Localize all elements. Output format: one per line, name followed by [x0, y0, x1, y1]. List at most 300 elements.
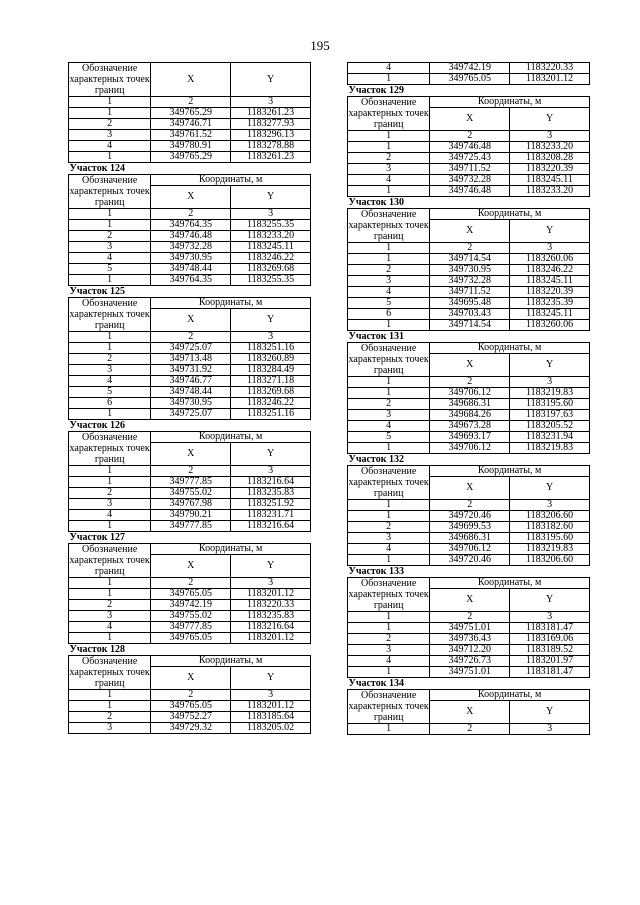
table-row [348, 522, 590, 533]
x-value: 349726.73 [430, 656, 510, 667]
x-value: 349714.54 [430, 254, 510, 265]
table-row [69, 108, 311, 119]
y-value: 1183233.20 [510, 186, 590, 197]
y-value: 1183205.52 [510, 421, 590, 432]
section-row [348, 566, 590, 578]
y-value: 1183251.92 [231, 499, 311, 510]
x-value: 349684.26 [430, 410, 510, 421]
point-number: 5 [348, 432, 430, 443]
y-header: Y [231, 186, 311, 209]
x-value: 349765.05 [151, 633, 231, 644]
x-header: X [151, 555, 231, 578]
numbering-cell: 3 [510, 377, 590, 388]
x-value: 349720.46 [430, 555, 510, 566]
x-value: 349732.28 [430, 175, 510, 186]
y-value: 1183201.12 [231, 589, 311, 600]
point-number: 1 [348, 623, 430, 634]
table-row [69, 589, 311, 600]
x-value: 349765.05 [151, 701, 231, 712]
section-row [348, 454, 590, 466]
header-row [69, 656, 311, 667]
coords-header: Координаты, м [430, 690, 590, 701]
x-value: 349748.44 [151, 387, 231, 398]
table-row [348, 443, 590, 454]
y-value: 1183181.47 [510, 667, 590, 678]
point-number: 3 [69, 130, 151, 141]
coords-header: Координаты, м [151, 175, 311, 186]
y-value: 1183260.06 [510, 320, 590, 331]
section-row [69, 644, 311, 656]
point-number: 1 [348, 142, 430, 153]
numbering-cell: 1 [69, 332, 151, 343]
numbering-cell: 1 [348, 500, 430, 511]
numbering-cell: 2 [151, 466, 231, 477]
header-row [348, 578, 590, 589]
y-value: 1183195.60 [510, 533, 590, 544]
y-header: Y [231, 309, 311, 332]
numbering-cell: 3 [510, 131, 590, 142]
numbering-cell: 3 [231, 97, 311, 108]
point-number: 6 [348, 309, 430, 320]
section-row [348, 678, 590, 690]
y-value: 1183233.20 [231, 231, 311, 242]
section-row [69, 420, 311, 432]
point-label-header: Обозначение характерных точек границ [69, 175, 150, 208]
table-row [348, 254, 590, 265]
numbering-cell: 1 [348, 131, 430, 142]
section-title: Участок 124 [69, 163, 125, 174]
section-title: Участок 125 [69, 286, 125, 297]
point-number: 3 [348, 276, 430, 287]
table-row [69, 510, 311, 521]
point-number: 5 [69, 264, 151, 275]
numbering-cell: 3 [510, 243, 590, 254]
y-header: Y [510, 354, 590, 377]
y-value: 1183255.35 [231, 220, 311, 231]
point-number: 2 [69, 354, 151, 365]
table-row [69, 701, 311, 712]
table-row [348, 309, 590, 320]
y-value: 1183284.49 [231, 365, 311, 376]
y-value: 1183246.22 [231, 398, 311, 409]
point-number: 3 [69, 611, 151, 622]
coords-header: Координаты, м [430, 578, 590, 589]
table-row [348, 544, 590, 555]
x-value: 349732.28 [430, 276, 510, 287]
table-row [69, 723, 311, 734]
point-label-header: Обозначение характерных точек границ [348, 466, 429, 499]
y-value: 1183235.83 [231, 611, 311, 622]
x-value: 349686.31 [430, 399, 510, 410]
y-value: 1183201.97 [510, 656, 590, 667]
numbering-cell: 2 [430, 500, 510, 511]
header-row [69, 63, 311, 97]
table-row [69, 488, 311, 499]
numbering-cell: 3 [231, 466, 311, 477]
x-value: 349765.29 [151, 152, 231, 163]
y-value: 1183201.12 [510, 74, 590, 85]
numbering-cell: 1 [69, 690, 151, 701]
table-row [348, 276, 590, 287]
table-row [69, 119, 311, 130]
numbering-cell: 3 [510, 724, 590, 735]
x-value: 349711.52 [430, 287, 510, 298]
numbering-row [348, 500, 590, 511]
y-value: 1183255.35 [231, 275, 311, 286]
numbering-cell: 2 [151, 332, 231, 343]
y-header: Y [510, 701, 590, 724]
table-row [69, 409, 311, 420]
x-value: 349751.01 [430, 623, 510, 634]
table-row [348, 287, 590, 298]
point-number: 4 [348, 175, 430, 186]
x-value: 349699.53 [430, 522, 510, 533]
point-number: 2 [69, 712, 151, 723]
y-value: 1183216.64 [231, 521, 311, 532]
point-number: 3 [348, 410, 430, 421]
y-value: 1183245.11 [231, 242, 311, 253]
y-header: Y [231, 443, 311, 466]
x-value: 349673.28 [430, 421, 510, 432]
section-row [348, 331, 590, 343]
table-row [69, 220, 311, 231]
y-value: 1183195.60 [510, 399, 590, 410]
table-row [69, 275, 311, 286]
y-value: 1183260.06 [510, 254, 590, 265]
point-label-header: Обозначение характерных точек границ [69, 656, 150, 689]
y-header: Y [231, 667, 311, 690]
point-number: 2 [348, 522, 430, 533]
x-value: 349746.77 [151, 376, 231, 387]
coords-header: Координаты, м [151, 656, 311, 667]
point-number: 2 [69, 488, 151, 499]
point-number: 1 [69, 633, 151, 644]
x-value: 349780.91 [151, 141, 231, 152]
point-label-header: Обозначение характерных точек границ [69, 298, 150, 331]
y-value: 1183277.93 [231, 119, 311, 130]
section-title: Участок 127 [69, 532, 125, 543]
x-header: X [430, 354, 510, 377]
x-value: 349746.48 [430, 142, 510, 153]
y-value: 1183261.23 [231, 152, 311, 163]
table-row [69, 242, 311, 253]
coords-header: Координаты, м [430, 466, 590, 477]
x-header: X [151, 443, 231, 466]
numbering-cell: 2 [430, 724, 510, 735]
table-row [69, 633, 311, 644]
y-value: 1183278.88 [231, 141, 311, 152]
table-row [348, 265, 590, 276]
table-row [348, 421, 590, 432]
x-value: 349777.85 [151, 521, 231, 532]
y-value: 1183169.06 [510, 634, 590, 645]
section-title: Участок 134 [348, 678, 404, 689]
table-row [348, 432, 590, 443]
header-row [69, 175, 311, 186]
y-value: 1183201.12 [231, 633, 311, 644]
point-number: 4 [69, 622, 151, 633]
coordinates-table [347, 62, 590, 735]
table-row [348, 623, 590, 634]
section-row [69, 163, 311, 175]
numbering-row [69, 466, 311, 477]
numbering-row [348, 724, 590, 735]
coords-header: Координаты, м [151, 544, 311, 555]
table-row [348, 399, 590, 410]
x-header: X [430, 108, 510, 131]
x-value: 349713.48 [151, 354, 231, 365]
numbering-row [348, 612, 590, 623]
y-value: 1183181.47 [510, 623, 590, 634]
x-value: 349755.02 [151, 611, 231, 622]
y-value: 1183197.63 [510, 410, 590, 421]
point-label-header: Обозначение характерных точек границ [348, 578, 429, 611]
y-value: 1183216.64 [231, 477, 311, 488]
section-title: Участок 129 [348, 85, 404, 96]
table-row [69, 387, 311, 398]
point-number: 1 [348, 74, 430, 85]
coords-header: Координаты, м [430, 97, 590, 108]
point-number: 3 [69, 499, 151, 510]
x-value: 349777.85 [151, 477, 231, 488]
table-row [69, 253, 311, 264]
x-header: X [151, 63, 231, 97]
point-number: 1 [69, 220, 151, 231]
numbering-cell: 2 [430, 377, 510, 388]
numbering-row [69, 332, 311, 343]
x-value: 349732.28 [151, 242, 231, 253]
point-number: 1 [348, 511, 430, 522]
y-value: 1183235.83 [231, 488, 311, 499]
x-value: 349765.29 [151, 108, 231, 119]
x-value: 349729.32 [151, 723, 231, 734]
x-value: 349725.07 [151, 343, 231, 354]
coords-header: Координаты, м [430, 343, 590, 354]
numbering-cell: 2 [151, 97, 231, 108]
numbering-cell: 2 [430, 243, 510, 254]
x-value: 349777.85 [151, 622, 231, 633]
numbering-cell: 3 [510, 612, 590, 623]
y-value: 1183251.16 [231, 409, 311, 420]
point-number: 1 [348, 186, 430, 197]
y-header: Y [231, 63, 311, 97]
section-title: Участок 126 [69, 420, 125, 431]
point-number: 5 [348, 298, 430, 309]
point-number: 1 [348, 443, 430, 454]
table-row [69, 264, 311, 275]
table-row [348, 656, 590, 667]
point-label-header: Обозначение характерных точек границ [348, 343, 429, 376]
point-label-header: Обозначение характерных точек границ [348, 690, 429, 723]
y-value: 1183189.52 [510, 645, 590, 656]
point-number: 1 [69, 152, 151, 163]
numbering-cell: 2 [430, 131, 510, 142]
numbering-cell: 2 [151, 578, 231, 589]
x-value: 349790.21 [151, 510, 231, 521]
y-value: 1183219.83 [510, 544, 590, 555]
point-label-header: Обозначение характерных точек границ [69, 432, 150, 465]
table-row [69, 130, 311, 141]
table-row [69, 477, 311, 488]
y-value: 1183208.28 [510, 153, 590, 164]
table-row [348, 645, 590, 656]
y-value: 1183269.68 [231, 264, 311, 275]
point-number: 3 [348, 164, 430, 175]
point-number: 4 [348, 421, 430, 432]
point-number: 3 [348, 533, 430, 544]
numbering-cell: 2 [430, 612, 510, 623]
point-number: 4 [348, 287, 430, 298]
point-number: 4 [348, 656, 430, 667]
x-value: 349714.54 [430, 320, 510, 331]
numbering-row [69, 578, 311, 589]
section-row [348, 85, 590, 97]
section-row [348, 197, 590, 209]
x-value: 349686.31 [430, 533, 510, 544]
coords-header: Координаты, м [151, 432, 311, 443]
table-row [348, 555, 590, 566]
page-number: 195 [310, 38, 330, 53]
y-value: 1183220.33 [231, 600, 311, 611]
table-row [348, 142, 590, 153]
header-row [348, 209, 590, 220]
point-number: 2 [348, 265, 430, 276]
header-row [69, 544, 311, 555]
x-header: X [430, 589, 510, 612]
table-row [348, 164, 590, 175]
x-header: X [430, 220, 510, 243]
x-value: 349742.19 [430, 63, 510, 74]
numbering-cell: 3 [231, 332, 311, 343]
header-row [69, 432, 311, 443]
x-value: 349730.95 [151, 253, 231, 264]
numbering-cell: 1 [69, 466, 151, 477]
coords-header: Координаты, м [151, 298, 311, 309]
table-row [348, 533, 590, 544]
table-row [69, 611, 311, 622]
point-label-header: Обозначение характерных точек границ [69, 63, 150, 96]
numbering-cell: 1 [348, 724, 430, 735]
numbering-cell: 1 [348, 377, 430, 388]
x-header: X [151, 186, 231, 209]
point-number: 3 [348, 645, 430, 656]
point-number: 1 [69, 477, 151, 488]
x-value: 349767.98 [151, 499, 231, 510]
header-row [348, 466, 590, 477]
point-number: 4 [348, 63, 430, 74]
table-row [348, 63, 590, 74]
point-label-header: Обозначение характерных точек границ [69, 544, 150, 577]
x-header: X [430, 477, 510, 500]
numbering-cell: 1 [69, 578, 151, 589]
table-row [348, 388, 590, 399]
x-value: 349731.92 [151, 365, 231, 376]
numbering-row [348, 131, 590, 142]
point-number: 4 [348, 544, 430, 555]
y-value: 1183220.39 [510, 164, 590, 175]
header-row [348, 97, 590, 108]
x-value: 349725.07 [151, 409, 231, 420]
table-row [348, 320, 590, 331]
numbering-cell: 3 [510, 500, 590, 511]
table-row [69, 398, 311, 409]
point-number: 1 [69, 521, 151, 532]
point-number: 3 [69, 723, 151, 734]
x-value: 349706.12 [430, 388, 510, 399]
section-row [69, 532, 311, 544]
y-value: 1183251.16 [231, 343, 311, 354]
point-number: 1 [348, 555, 430, 566]
coords-header: Координаты, м [430, 209, 590, 220]
y-value: 1183296.13 [231, 130, 311, 141]
point-number: 1 [69, 409, 151, 420]
y-value: 1183220.39 [510, 287, 590, 298]
coordinates-table [68, 62, 311, 734]
numbering-cell: 2 [151, 690, 231, 701]
table-row [69, 152, 311, 163]
y-value: 1183246.22 [231, 253, 311, 264]
header-row [348, 690, 590, 701]
point-number: 2 [69, 600, 151, 611]
x-value: 349720.46 [430, 511, 510, 522]
x-header: X [430, 701, 510, 724]
y-value: 1183231.71 [231, 510, 311, 521]
point-number: 3 [69, 365, 151, 376]
table-row [348, 153, 590, 164]
header-row [69, 298, 311, 309]
x-value: 349746.71 [151, 119, 231, 130]
numbering-row [348, 243, 590, 254]
x-value: 349730.95 [151, 398, 231, 409]
y-header: Y [510, 220, 590, 243]
point-number: 1 [348, 254, 430, 265]
numbering-row [69, 690, 311, 701]
section-title: Участок 130 [348, 197, 404, 208]
point-number: 5 [69, 387, 151, 398]
y-value: 1183206.60 [510, 555, 590, 566]
x-header: X [151, 309, 231, 332]
point-number: 6 [69, 398, 151, 409]
point-label-header: Обозначение характерных точек границ [348, 97, 429, 130]
table-row [69, 354, 311, 365]
point-number: 1 [348, 320, 430, 331]
x-value: 349712.20 [430, 645, 510, 656]
x-value: 349706.12 [430, 443, 510, 454]
y-value: 1183245.11 [510, 309, 590, 320]
table-row [69, 365, 311, 376]
x-value: 349736.43 [430, 634, 510, 645]
numbering-cell: 1 [69, 209, 151, 220]
y-value: 1183245.11 [510, 276, 590, 287]
table-row [69, 521, 311, 532]
left-column [68, 62, 311, 734]
numbering-row [69, 209, 311, 220]
y-value: 1183201.12 [231, 701, 311, 712]
y-value: 1183220.33 [510, 63, 590, 74]
x-value: 349748.44 [151, 264, 231, 275]
point-number: 1 [348, 667, 430, 678]
y-value: 1183271.18 [231, 376, 311, 387]
point-number: 4 [69, 510, 151, 521]
y-value: 1183185.64 [231, 712, 311, 723]
y-value: 1183245.11 [510, 175, 590, 186]
table-row [69, 622, 311, 633]
section-title: Участок 132 [348, 454, 404, 465]
point-number: 1 [69, 108, 151, 119]
header-row [348, 343, 590, 354]
table-row [69, 712, 311, 723]
numbering-cell: 3 [231, 578, 311, 589]
